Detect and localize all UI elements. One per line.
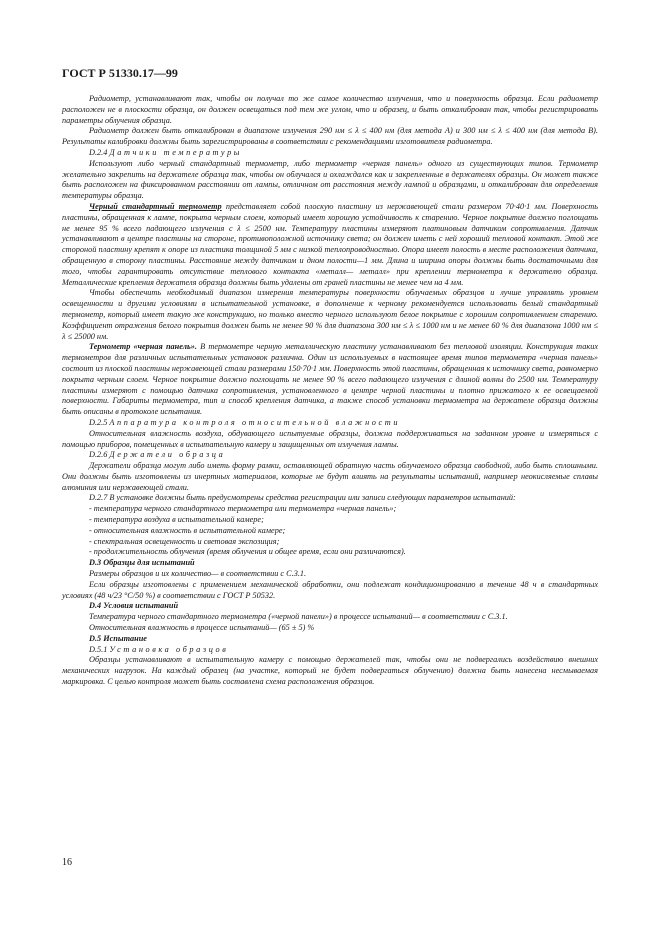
section-heading-d51 (62, 645, 598, 656)
list-item: - спектральная освещенность и световая экспозиция; (89, 536, 280, 546)
section-number: D.2.6 (89, 450, 108, 460)
paragraph: Радиометр, устанавливают так, чтобы он получал то же самое количество излучения, что и поверхность образца. Если радиометр расположен не в плоскости образца, он должен освещаться под тем же углом, что и образец, и быть откалиброван так, чтобы регистрировать параметры облучения образца. (62, 94, 598, 125)
section-number: D.2.5 (89, 417, 108, 427)
section-heading-d26 (62, 450, 598, 461)
term-text: представляет собой плоскую пластину из нержавеющей стали размером 70·40·1 мм. Поверхность пластины, обращенная к лампе, покрыта черным слоем, который имеет хорошую устойчивость к старению. Черное покрытие должно поглощать не менее 95 % всего падающего излучения с λ ≤ 2500 нм. Температуру пластины измеряют платиновым датчиком сопротивления. Датчик устанавливают в центре пластины на стороне, противоположной источнику света; он должен иметь с ней хороший тепловой контакт. Этой же стороной пластину крепят к опоре из пластика толщиной 5 мм с низкой теплопроводностью. Опора имеет полость в месте расположения датчика, обращенную в сторону пластины. Расстояние между датчиком и дном полости—1 мм. Длина и ширина опоры должны быть достаточными для того, чтобы гарантировать отсутствие теплового контакта «металл— металл» при креплении термометра к держателю образца. Металлические крепления держателя образца должны быть удалены от граней пластины не менее чем на 4 мм. (62, 201, 598, 287)
paragraph: Чтобы обеспечить необходимый диапазон измерения температуры поверхности облучаемых образцов и лучше управлять уровнем освещенности и другими условиями в испытательной установке, в дополнение к черному рекомендуется использовать белый стандартный термометр, который имеет такую же конструкцию, но только вместо черного используют белое покрытие с хорошим сопротивлением старению. Коэффициент отражения белого покрытия должен быть не менее 90 % для диапазона 300 нм ≤ λ ≤ 1000 нм и не менее 60 % для диапазона 1000 нм ≤ λ ≤ 25000 нм. (62, 288, 598, 341)
section-title: Датчики температуры (109, 147, 242, 157)
section-number: D.5.1 (89, 644, 108, 654)
term-lead: Черный стандартный термометр (89, 201, 222, 211)
list-item: - температура воздуха в испытательной камере; (89, 515, 264, 525)
section-heading-d24 (62, 148, 598, 159)
paragraph: Температура черного стандартного термометра («черной панели») в процессе испытаний— в соответствии с С.3.1. (89, 612, 508, 622)
section-heading-d5: D.5 Испытание (89, 633, 147, 643)
list-item: - температура черного стандартного термометра или термометра «черная панель»; (89, 504, 397, 514)
section-title: Установка образцов (109, 644, 229, 654)
paragraph: Радиометр должен быть откалиброван в диапазоне излучения 290 нм ≤ λ ≤ 400 нм (для метода А) и 300 нм ≤ λ ≤ 400 нм (для метода В). Результаты калибровки должны быть зарегистрированы в соответствии с рекомендациями изготовителя радиометра. (62, 126, 598, 147)
section-title: Аппаратура контроля относительной влажности (109, 417, 401, 427)
document-header: ГОСТ Р 51330.17—99 (62, 66, 178, 80)
paragraph: Относительная влажность в процессе испытаний— (65 ± 5) % (89, 623, 315, 633)
paragraph: Если образцы изготовлены с применением механической обработки, они подлежат кондиционированию в течение 48 ч в стандартных условиях (48 ч/23 °С/50 %) в соответствии с ГОСТ Р 50532. (62, 579, 598, 600)
paragraph: D.2.7 В установке должны быть предусмотрены средства регистрации или записи следующих параметров испытаний: (89, 493, 516, 503)
paragraph: Держатели образца могут либо иметь форму рамки, оставляющей обратную часть облучаемого образца свободной, либо быть сплошными. Они должны быть изготовлены из инертных материалов, которые не будут влиять на результаты испытаний, например неокисляемые сплавы алюминия или нержавеющей стали. (62, 461, 598, 492)
list-item: - относительная влажность в испытательной камере; (89, 525, 286, 535)
paragraph: Относительная влажность воздуха, обдувающего испытуемые образцы, должна поддерживаться на заданном уровне и измеряться с помощью приборов, помещенных в испытательную камеру и защищенных от излучения лампы. (62, 428, 598, 449)
list-item: - продолжительность облучения (время облучения и общее время, если они различаются). (89, 547, 406, 557)
section-number: D.2.4 (89, 147, 108, 157)
section-heading-d3: D.3 Образцы для испытаний (89, 558, 195, 568)
paragraph: Размеры образцов и их количество— в соответствии с С.3.1. (89, 569, 307, 579)
paragraph (62, 202, 598, 288)
term-lead: Термометр «черная панель». (89, 342, 197, 352)
section-heading-d4: D.4 Условия испытаний (89, 601, 179, 611)
paragraph: Образцы устанавливают в испытательную камеру с помощью держателей так, чтобы они не подвергались воздействию внешних механических нагрузок. На каждый образец (на участке, который не будет подвергаться облучению) должна быть нанесена несмываемая маркировка. С целью контроля может быть составлена схема расположения образцов. (62, 655, 598, 687)
paragraph: Используют либо черный стандартный термометр, либо термометр «черная панель» одного из существующих типов. Термометр желательно закрепить на держателе образца так, чтобы он облучался и охлаждался как и закрепленные в держателях образцы. Он может также быть расположен на фиксированном расстоянии от лампы, отличном от расстояния между лампой и образцами, и откалиброван для определения температуры образца. (62, 158, 598, 201)
document-body (62, 94, 598, 688)
term-text: В термометре черную металлическую пластину устанавливают без тепловой изоляции. Конструкция таких термометров для различных испытательных установок различна. Один из используемых в настоящее время типов термометра «черная панель» состоит из плоской пластины нержавеющей стали размерами 150·70·1 мм. Поверхность этой пластины, обращенная к источнику света, равномерно покрыта черным слоем. Черное покрытие должно поглощать не менее 90 % всего падающего излучения с длиной волны до 2500 нм. Температуру пластины измеряют с помощью датчика сопротивления, установленного в центре черной пластины и плотно прижатого к ее освещаемой поверхности. Габариты термометра, тип и способ крепления датчика, а также способ установки термометра на держателе образца должны быть описаны в протоколе испытания. (62, 342, 599, 417)
section-heading-d25 (62, 418, 598, 429)
section-title: Держатели образца (109, 450, 226, 460)
paragraph (62, 342, 598, 418)
page-number: 16 (62, 857, 72, 868)
